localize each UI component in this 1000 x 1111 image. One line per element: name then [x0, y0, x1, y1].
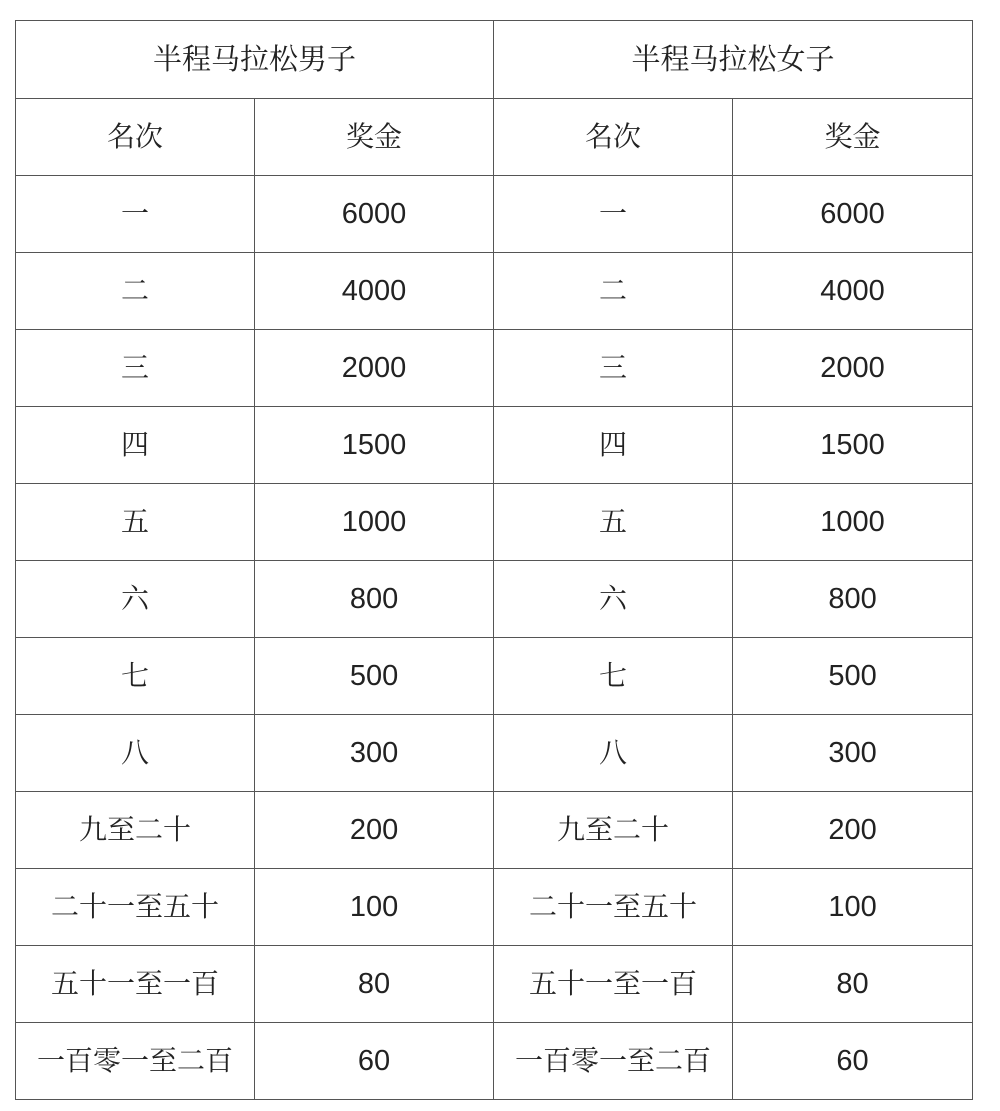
- men-rank-header: 名次: [16, 99, 255, 176]
- table-row: [16, 330, 973, 407]
- women-title: 半程马拉松女子: [494, 21, 973, 99]
- men-rank-cell: 七: [16, 638, 255, 715]
- men-title: 半程马拉松男子: [16, 21, 494, 99]
- table-row: [16, 715, 973, 792]
- table-title-row: [16, 21, 973, 99]
- table-row: [16, 253, 973, 330]
- table-row: [16, 946, 973, 1023]
- table-row: [16, 869, 973, 946]
- table-row: [16, 561, 973, 638]
- men-prize-cell: 4000: [255, 253, 494, 330]
- men-prize-cell: 80: [255, 946, 494, 1023]
- men-prize-cell: 800: [255, 561, 494, 638]
- women-prize-cell: 80: [733, 946, 973, 1023]
- women-rank-cell: 一百零一至二百: [494, 1023, 733, 1100]
- prize-table-body: [16, 21, 973, 1100]
- table-row: [16, 792, 973, 869]
- men-rank-cell: 一: [16, 176, 255, 253]
- men-prize-header: 奖金: [255, 99, 494, 176]
- men-prize-cell: 2000: [255, 330, 494, 407]
- men-rank-cell: 五十一至一百: [16, 946, 255, 1023]
- men-prize-cell: 300: [255, 715, 494, 792]
- women-rank-cell: 九至二十: [494, 792, 733, 869]
- men-rank-cell: 一百零一至二百: [16, 1023, 255, 1100]
- men-rank-cell: 九至二十: [16, 792, 255, 869]
- women-prize-cell: 1000: [733, 484, 973, 561]
- men-rank-cell: 八: [16, 715, 255, 792]
- table-row: [16, 484, 973, 561]
- men-rank-cell: 六: [16, 561, 255, 638]
- men-prize-cell: 200: [255, 792, 494, 869]
- women-rank-cell: 五十一至一百: [494, 946, 733, 1023]
- women-prize-cell: 60: [733, 1023, 973, 1100]
- men-rank-cell: 二十一至五十: [16, 869, 255, 946]
- women-rank-cell: 二: [494, 253, 733, 330]
- table-row: [16, 407, 973, 484]
- women-rank-cell: 八: [494, 715, 733, 792]
- men-rank-cell: 三: [16, 330, 255, 407]
- table-row: [16, 638, 973, 715]
- women-prize-cell: 500: [733, 638, 973, 715]
- women-prize-cell: 6000: [733, 176, 973, 253]
- women-prize-cell: 100: [733, 869, 973, 946]
- women-prize-cell: 200: [733, 792, 973, 869]
- women-prize-header: 奖金: [733, 99, 973, 176]
- prize-table: [15, 20, 973, 1100]
- women-prize-cell: 4000: [733, 253, 973, 330]
- men-prize-cell: 6000: [255, 176, 494, 253]
- women-rank-cell: 七: [494, 638, 733, 715]
- women-rank-cell: 三: [494, 330, 733, 407]
- men-prize-cell: 500: [255, 638, 494, 715]
- women-prize-cell: 800: [733, 561, 973, 638]
- women-rank-cell: 六: [494, 561, 733, 638]
- women-prize-cell: 1500: [733, 407, 973, 484]
- women-rank-cell: 五: [494, 484, 733, 561]
- men-rank-cell: 五: [16, 484, 255, 561]
- table-header-row: [16, 99, 973, 176]
- table-row: [16, 176, 973, 253]
- men-prize-cell: 60: [255, 1023, 494, 1100]
- men-prize-cell: 1500: [255, 407, 494, 484]
- men-prize-cell: 1000: [255, 484, 494, 561]
- women-rank-cell: 二十一至五十: [494, 869, 733, 946]
- women-prize-cell: 2000: [733, 330, 973, 407]
- men-rank-cell: 四: [16, 407, 255, 484]
- table-row: [16, 1023, 973, 1100]
- men-prize-cell: 100: [255, 869, 494, 946]
- women-rank-header: 名次: [494, 99, 733, 176]
- women-prize-cell: 300: [733, 715, 973, 792]
- women-rank-cell: 一: [494, 176, 733, 253]
- men-rank-cell: 二: [16, 253, 255, 330]
- women-rank-cell: 四: [494, 407, 733, 484]
